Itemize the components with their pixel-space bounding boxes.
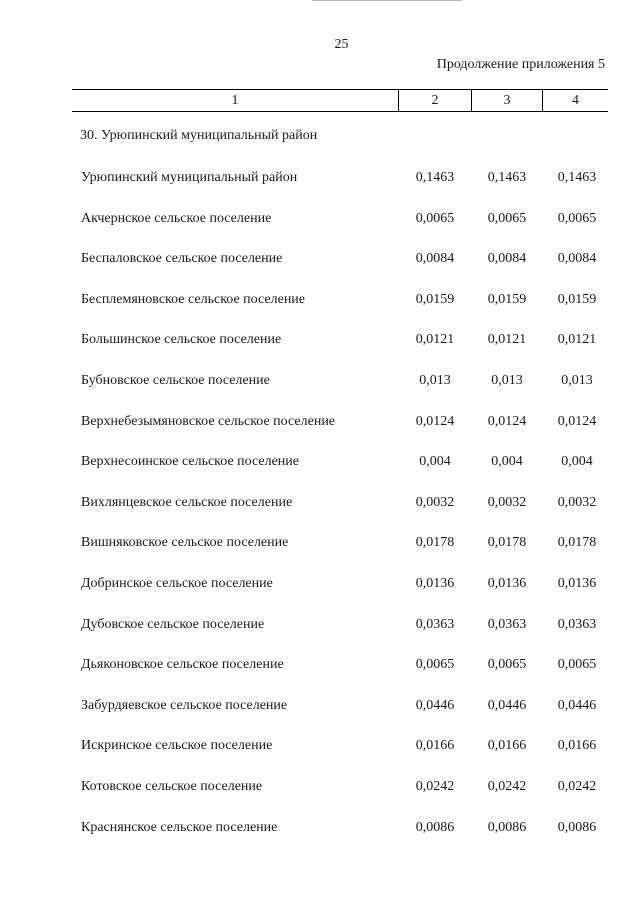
value-col-4: 0,0446 — [557, 697, 597, 713]
value-col-2: 0,0363 — [415, 616, 455, 632]
value-col-2: 0,0446 — [415, 697, 455, 713]
value-col-4: 0,004 — [561, 454, 593, 470]
value-col-4: 0,013 — [561, 373, 593, 388]
value-col-2: 0,0166 — [415, 738, 455, 754]
value-col-3: 0,0178 — [487, 535, 527, 551]
value-col-4: 0,0178 — [557, 535, 597, 551]
table-row — [0, 576, 640, 596]
settlement-name: Беспаловское сельское поселение — [81, 251, 283, 267]
value-col-4: 0,0159 — [557, 291, 597, 307]
table-header — [72, 89, 608, 112]
value-col-3: 0,0124 — [487, 413, 527, 429]
table-row — [0, 535, 640, 555]
value-col-3: 0,0446 — [487, 697, 527, 713]
value-col-2: 0,0242 — [415, 779, 455, 794]
value-col-2: 0,0178 — [415, 535, 455, 551]
value-col-3: 0,004 — [491, 454, 523, 470]
value-col-2: 0,0086 — [415, 819, 455, 835]
table-row — [0, 617, 640, 637]
settlement-name: Верхнесоинское сельское поселение — [81, 454, 299, 470]
value-col-3: 0,0242 — [487, 779, 527, 794]
value-col-4: 0,0166 — [557, 738, 597, 754]
top-scan-mark — [312, 0, 462, 1]
settlement-name: Бесплемяновское сельское поселение — [81, 291, 306, 307]
table-row — [0, 170, 640, 190]
settlement-name: Краснянское сельское поселение — [81, 819, 278, 835]
header-col-2: 2 — [399, 90, 472, 112]
appendix-continuation-label: Продолжение приложения 5 — [436, 57, 605, 72]
settlement-name: Забурдяевское сельское поселение — [81, 697, 288, 713]
table-row — [0, 292, 640, 312]
settlement-name: Бубновское сельское поселение — [81, 373, 270, 388]
value-col-3: 0,0136 — [487, 576, 527, 591]
section-title: 30. Урюпинский муниципальный район — [80, 128, 318, 143]
table-row — [0, 332, 640, 352]
value-col-3: 0,0159 — [487, 291, 527, 307]
value-col-2: 0,0136 — [415, 576, 455, 591]
value-col-2: 0,013 — [419, 373, 451, 388]
table-row — [0, 251, 640, 271]
table-row — [0, 414, 640, 434]
table-row — [0, 495, 640, 515]
value-col-4: 0,0121 — [557, 332, 597, 348]
value-col-3: 0,0166 — [487, 738, 527, 754]
settlement-name: Котовское сельское поселение — [81, 779, 263, 794]
table-row — [0, 657, 640, 677]
page-number: 25 — [334, 37, 349, 52]
value-col-3: 0,0084 — [487, 251, 527, 267]
value-col-2: 0,0032 — [415, 494, 455, 510]
settlement-name: Вихлянцевское сельское поселение — [81, 494, 293, 510]
value-col-4: 0,0363 — [557, 616, 597, 632]
value-col-4: 0,0242 — [557, 779, 597, 794]
value-col-3: 0,1463 — [487, 170, 527, 185]
table-row — [0, 820, 640, 840]
value-col-4: 0,0065 — [557, 657, 597, 673]
value-col-2: 0,0065 — [415, 210, 455, 226]
table-row — [0, 373, 640, 393]
value-col-2: 0,0065 — [415, 657, 455, 673]
header-col-1: 1 — [72, 90, 399, 112]
settlement-name: Урюпинский муниципальный район — [81, 170, 298, 185]
value-col-3: 0,0065 — [487, 657, 527, 673]
value-col-3: 0,0065 — [487, 210, 527, 226]
value-col-2: 0,0124 — [415, 413, 455, 429]
table-row — [0, 698, 640, 718]
value-col-4: 0,0124 — [557, 413, 597, 429]
value-col-2: 0,0084 — [415, 251, 455, 267]
settlement-name: Искринское сельское поселение — [81, 738, 273, 754]
header-col-4: 4 — [543, 90, 609, 112]
header-col-3: 3 — [472, 90, 543, 112]
value-col-3: 0,0032 — [487, 494, 527, 510]
table-row — [0, 454, 640, 474]
value-col-4: 0,0065 — [557, 210, 597, 226]
value-col-2: 0,0159 — [415, 291, 455, 307]
value-col-4: 0,0032 — [557, 494, 597, 510]
settlement-name: Дубовское сельское поселение — [81, 616, 265, 632]
table-row — [0, 211, 640, 231]
settlement-name: Верхнебезымяновское сельское поселение — [81, 413, 336, 429]
value-col-4: 0,0086 — [557, 819, 597, 835]
value-col-4: 0,0084 — [557, 251, 597, 267]
value-col-3: 0,0121 — [487, 332, 527, 348]
header-row — [72, 90, 608, 112]
settlement-name: Добринское сельское поселение — [81, 576, 273, 591]
value-col-3: 0,0363 — [487, 616, 527, 632]
value-col-3: 0,0086 — [487, 819, 527, 835]
settlement-name: Вишняковское сельское поселение — [81, 535, 289, 551]
settlement-name: Большинское сельское поселение — [81, 332, 282, 348]
value-col-4: 0,1463 — [557, 170, 597, 185]
table-row — [0, 779, 640, 799]
value-col-2: 0,1463 — [415, 170, 455, 185]
value-col-3: 0,013 — [491, 373, 523, 388]
value-col-2: 0,0121 — [415, 332, 455, 348]
settlement-name: Дьяконовское сельское поселение — [81, 657, 284, 673]
settlement-name: Акчернское сельское поселение — [81, 210, 272, 226]
table-row — [0, 738, 640, 758]
value-col-2: 0,004 — [419, 454, 451, 470]
value-col-4: 0,0136 — [557, 576, 597, 591]
